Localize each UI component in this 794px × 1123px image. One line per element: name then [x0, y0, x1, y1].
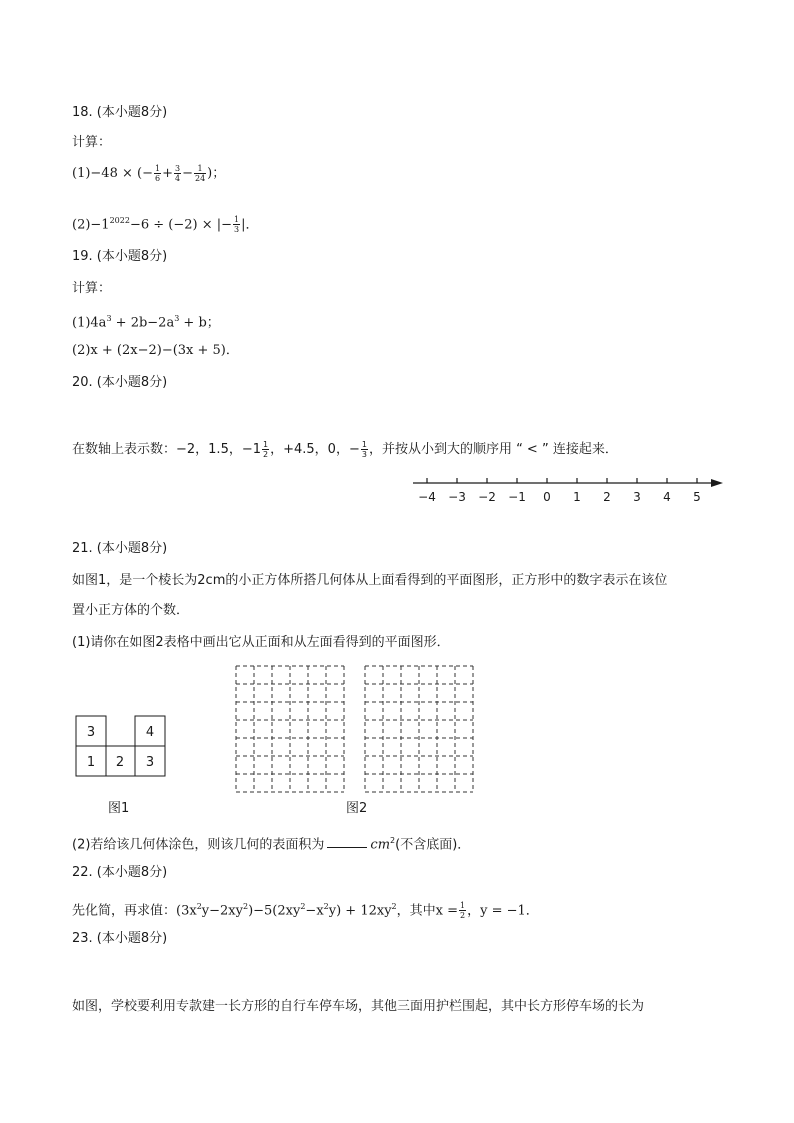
q23-header: 23. (本小题8分) [72, 931, 168, 946]
arrow-icon [711, 479, 723, 487]
q19-item1: $(1)4a^3 + 2b-2a^3 + b$； [72, 314, 220, 331]
q18-item2: $(2)-1^{2022}-6 \div (-2)$ × |− $\frac{1}{3}$ |． [72, 215, 259, 235]
number-line-label: 0 [543, 490, 551, 504]
number-line-label: −4 [418, 490, 436, 504]
figure-1 [74, 714, 174, 784]
answer-blank[interactable] [327, 835, 367, 848]
fraction: $\frac{1}{2}$ [460, 901, 466, 921]
fraction: $\frac{1}{24}$ [194, 164, 206, 183]
q21-header: 21. (本小题8分) [72, 541, 168, 556]
q19-instruction: 计算： [72, 281, 112, 296]
fig1-cell: 1 [86, 755, 96, 770]
fraction: $\frac{3}{4}$ [174, 164, 181, 183]
q18-item1: (1)−48 × (− $\frac{1}{6}$ + $\frac{3}{4}$ − $\frac{1}{24}$ )； [72, 164, 226, 183]
number-line-label: 4 [663, 490, 671, 504]
fraction: $\frac{1}{3}$ [234, 215, 240, 235]
q19-header: 19. (本小题8分) [72, 249, 168, 264]
grid-front-view [236, 666, 344, 792]
q21-text1: 如图1，是一个棱长为2cm的小正方体所搭几何体从上面看得到的平面图形，正方形中的数字表示在该位 [72, 573, 668, 588]
grid-left-view [365, 666, 473, 792]
number-line-label: 2 [603, 490, 611, 504]
q20-text: 在数轴上表示数：−2，1.5，−1 $\frac{1}{2}$ ，+4.5，0，− $\frac{1}{3}$ ，并按从小到大的顺序用 “ < ” 连接起来． [72, 440, 618, 459]
number-line-label: −2 [478, 490, 496, 504]
fig1-label: 图1 [108, 801, 130, 816]
fig1-cell: 2 [115, 755, 125, 770]
number-line-label: 1 [573, 490, 581, 504]
number-line [405, 470, 735, 510]
fraction: $\frac{1}{2}$ [263, 440, 269, 459]
q22-header: 22. (本小题8分) [72, 865, 168, 880]
number-line-label: 3 [633, 490, 641, 504]
q19-item2: (2)x + (2x−2)−(3x + 5)． [72, 343, 239, 358]
number-line-label: −1 [508, 490, 526, 504]
fig1-cell: 3 [145, 755, 155, 770]
q18-instruction: 计算： [72, 135, 112, 150]
number-line-label: 5 [693, 490, 701, 504]
fig1-cell: 4 [145, 725, 155, 740]
q18-header: 18. (本小题8分) [72, 105, 168, 120]
fraction: $\frac{1}{6}$ [154, 164, 161, 183]
q23-text1: 如图，学校要利用专款建一长方形的自行车停车场，其他三面用护栏围起，其中长方形停车场的长为 [72, 999, 645, 1014]
q21-part1: (1)请你在如图2表格中画出它从正面和从左面看得到的平面图形． [72, 635, 450, 650]
q22-text: 先化简，再求值：$(3x^2y-2xy^2)-5(2xy^2-x^2y) + 12xy^2$，其中x = $\frac{1}{2}$ ，y = −1． [72, 901, 539, 921]
fraction: $\frac{1}{3}$ [361, 440, 367, 459]
q20-header: 20. (本小题8分) [72, 375, 168, 390]
q21-text2: 置小正方体的个数． [72, 603, 190, 618]
fig1-cell: 3 [86, 725, 96, 740]
fig2-label: 图2 [346, 801, 368, 816]
number-line-label: −3 [448, 490, 466, 504]
q21-part2: (2)若给该几何体涂色，则该几何的表面积为 $cm^2$(不含底面)． [72, 836, 471, 853]
figure-2 [234, 664, 479, 794]
